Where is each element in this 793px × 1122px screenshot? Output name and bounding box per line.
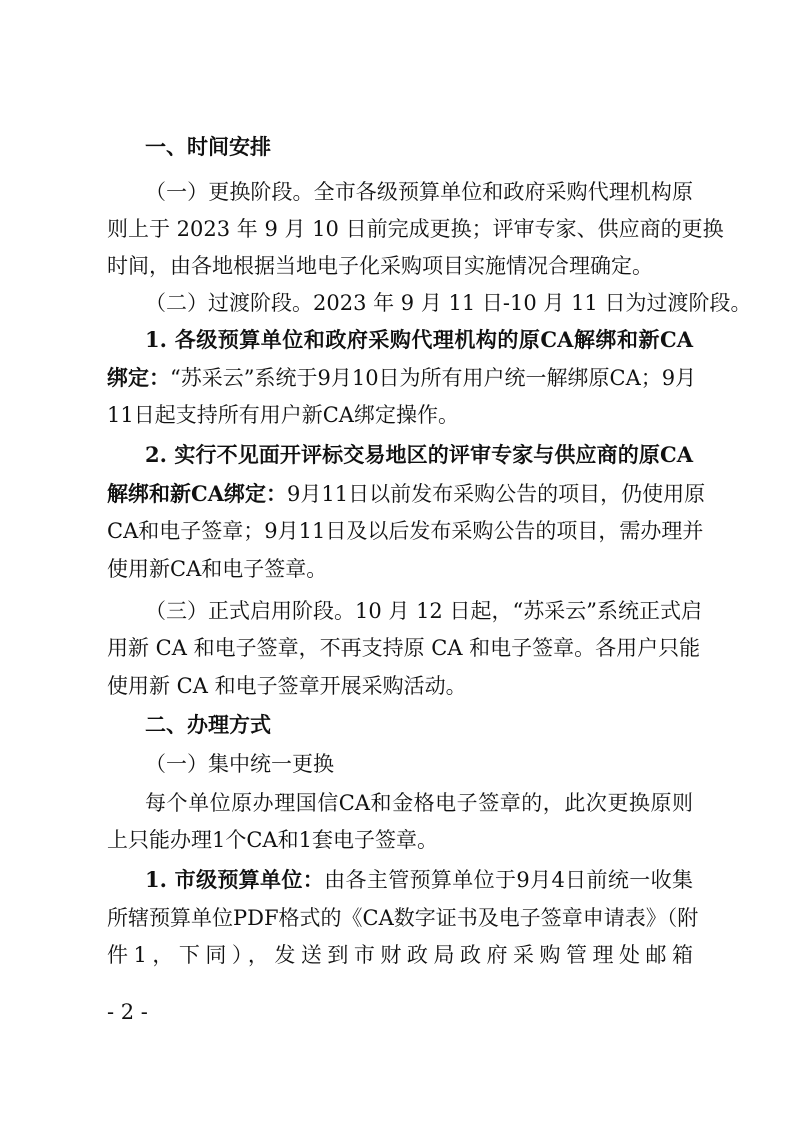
list-item-heading: 1. 市级预算单位： (145, 867, 325, 892)
sub-heading: （一）集中统一更换 (145, 752, 334, 776)
paragraph-line: （一）更换阶段。全市各级预算单位和政府采购代理机构原 (145, 180, 693, 204)
paragraph-line: 用新 CA 和电子签章，不再支持原 CA 和电子签章。各用户只能 (107, 636, 701, 660)
paragraph-line: （二）过渡阶段。2023 年 9 月 11 日-10 月 11 日为过渡阶段。 (145, 291, 752, 315)
paragraph-line (107, 364, 697, 392)
paragraph-line: 时间，由各地根据当地电子化采购项目实施情况合理确定。 (107, 254, 653, 278)
paragraph-line (145, 866, 693, 894)
paragraph-line: 11日起支持所有用户新CA绑定操作。 (107, 403, 459, 427)
list-item-heading: 2. 实行不见面开评标交易地区的评审专家与供应商的原CA (145, 442, 693, 467)
paragraph-text: 9月11日以前发布采购公告的项目，仍使用原 (287, 482, 706, 506)
paragraph-line: 每个单位原办理国信CA和金格电子签章的，此次更换原则 (145, 791, 693, 815)
paragraph-line: （三）正式启用阶段。10 月 12 日起，“苏采云”系统正式启 (145, 599, 702, 623)
list-item-heading-continued: 绑定： (107, 365, 170, 390)
paragraph-line: CA和电子签章；9月11日及以后发布采购公告的项目，需办理并 (107, 519, 704, 543)
paragraph-line: 件1，下同），发送到市财政局政府采购管理处邮箱 (107, 943, 693, 967)
page-number: - 2 - (107, 1000, 148, 1024)
list-item-heading: 1. 各级预算单位和政府采购代理机构的原CA解绑和新CA (145, 327, 693, 352)
paragraph-text: 由各主管预算单位于9月4日前统一收集 (324, 868, 693, 892)
list-item-heading-continued: 解绑和新CA绑定： (107, 481, 288, 506)
paragraph-line: 则上于 2023 年 9 月 10 日前完成更换；评审专家、供应商的更换 (107, 217, 724, 241)
paragraph-line: 使用新 CA 和电子签章开展采购活动。 (107, 674, 467, 698)
paragraph-line: 上只能办理1个CA和1套电子签章。 (107, 828, 438, 852)
paragraph-line (107, 480, 706, 508)
paragraph-line: 使用新CA和电子签章。 (107, 557, 328, 581)
paragraph-text: “苏采云”系统于9月10日为所有用户统一解绑原CA；9月 (170, 366, 697, 390)
section-heading-time-schedule: 一、时间安排 (145, 134, 271, 159)
paragraph-line: 所辖预算单位PDF格式的《CA数字证书及电子签章申请表》（附 (107, 906, 699, 930)
section-heading-procedure: 二、办理方式 (145, 712, 271, 737)
